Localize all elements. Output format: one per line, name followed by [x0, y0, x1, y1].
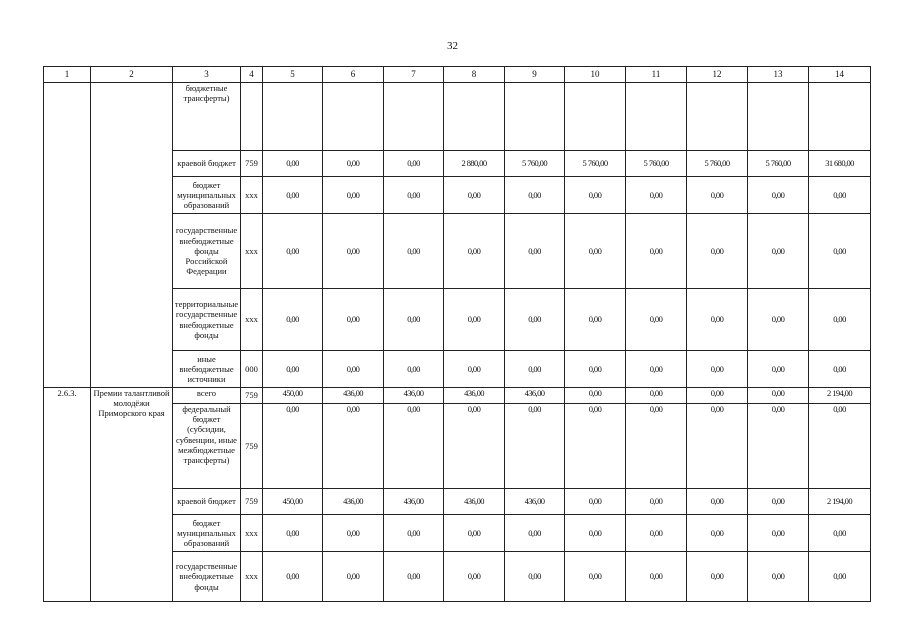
value-cell [444, 83, 505, 151]
value-cell [565, 83, 626, 151]
column-header: 6 [323, 67, 384, 83]
column-header: 3 [173, 67, 241, 83]
value-cell: 0,00 [809, 351, 871, 388]
page-number: 32 [447, 40, 458, 52]
value-cell: 0,00 [687, 552, 748, 602]
column-header: 1 [44, 67, 91, 83]
value-cell: 0,00 [626, 177, 687, 214]
source-cell: иные внебюджетные источники [173, 351, 241, 388]
source-cell: территориальные государственные внебюджетные фонды [173, 289, 241, 351]
value-cell [323, 83, 384, 151]
value-cell: 0,00 [384, 177, 444, 214]
index-cell: 2.6.3. [44, 388, 91, 602]
source-cell: краевой бюджет [173, 151, 241, 177]
column-header: 8 [444, 67, 505, 83]
value-cell: 0,00 [626, 388, 687, 404]
value-cell: 0,00 [626, 404, 687, 489]
value-cell: 0,00 [565, 515, 626, 552]
value-cell: 0,00 [263, 515, 323, 552]
value-cell: 0,00 [444, 177, 505, 214]
value-cell: 0,00 [505, 351, 565, 388]
value-cell: 0,00 [687, 214, 748, 289]
code-cell: ххх [241, 177, 263, 214]
value-cell: 0,00 [505, 177, 565, 214]
value-cell: 0,00 [263, 151, 323, 177]
header-row [44, 67, 871, 83]
column-header: 11 [626, 67, 687, 83]
value-cell [748, 83, 809, 151]
value-cell: 0,00 [444, 351, 505, 388]
value-cell: 450,00 [263, 388, 323, 404]
budget-table [43, 66, 871, 602]
value-cell: 5 760,00 [505, 151, 565, 177]
table-row [44, 388, 871, 404]
source-cell: краевой бюджет [173, 489, 241, 515]
source-cell: государственные внебюджетные фонды [173, 552, 241, 602]
value-cell: 0,00 [748, 177, 809, 214]
code-cell: ххх [241, 552, 263, 602]
value-cell: 0,00 [748, 289, 809, 351]
value-cell: 436,00 [505, 388, 565, 404]
value-cell: 0,00 [687, 388, 748, 404]
source-cell: государственные внебюджетные фонды Российской Федерации [173, 214, 241, 289]
value-cell: 436,00 [384, 489, 444, 515]
value-cell: 0,00 [263, 177, 323, 214]
value-cell: 0,00 [384, 289, 444, 351]
value-cell: 0,00 [626, 552, 687, 602]
value-cell: 436,00 [444, 388, 505, 404]
value-cell: 0,00 [505, 289, 565, 351]
value-cell: 0,00 [565, 552, 626, 602]
value-cell [687, 83, 748, 151]
value-cell: 0,00 [748, 214, 809, 289]
column-header: 13 [748, 67, 809, 83]
value-cell: 0,00 [323, 515, 384, 552]
value-cell: 0,00 [687, 489, 748, 515]
value-cell: 0,00 [748, 351, 809, 388]
code-cell: 759 [241, 388, 263, 404]
value-cell: 0,00 [444, 515, 505, 552]
value-cell: 5 760,00 [687, 151, 748, 177]
column-header: 14 [809, 67, 871, 83]
code-cell: 759 [241, 489, 263, 515]
value-cell: 0,00 [809, 552, 871, 602]
value-cell: 0,00 [384, 214, 444, 289]
value-cell: 0,00 [687, 177, 748, 214]
value-cell: 0,00 [263, 289, 323, 351]
index-cell [44, 83, 91, 388]
value-cell: 0,00 [384, 151, 444, 177]
value-cell: 0,00 [505, 515, 565, 552]
value-cell: 0,00 [384, 404, 444, 489]
value-cell: 0,00 [384, 552, 444, 602]
code-cell: 759 [241, 151, 263, 177]
value-cell: 5 760,00 [626, 151, 687, 177]
value-cell [626, 83, 687, 151]
name-cell: Премии талантливой молодёжи Приморского края [91, 388, 173, 602]
value-cell: 0,00 [626, 289, 687, 351]
value-cell [263, 83, 323, 151]
value-cell: 0,00 [444, 214, 505, 289]
source-cell: федеральный бюджет (субсидии, субвенции, иные межбюджетные трансферты) [173, 404, 241, 489]
value-cell: 0,00 [323, 214, 384, 289]
value-cell: 0,00 [687, 351, 748, 388]
value-cell: 2 194,00 [809, 489, 871, 515]
source-cell: всего [173, 388, 241, 404]
value-cell: 436,00 [323, 489, 384, 515]
column-header: 2 [91, 67, 173, 83]
value-cell: 5 760,00 [748, 151, 809, 177]
code-cell: ххх [241, 289, 263, 351]
value-cell: 0,00 [444, 552, 505, 602]
value-cell: 0,00 [263, 552, 323, 602]
source-cell: бюджетные трансферты) [173, 83, 241, 151]
value-cell: 0,00 [565, 388, 626, 404]
value-cell: 0,00 [748, 388, 809, 404]
value-cell: 0,00 [323, 404, 384, 489]
value-cell: 0,00 [505, 552, 565, 602]
code-cell: 759 [241, 404, 263, 489]
value-cell: 0,00 [323, 351, 384, 388]
value-cell: 2 194,00 [809, 388, 871, 404]
value-cell: 0,00 [687, 515, 748, 552]
column-header: 4 [241, 67, 263, 83]
value-cell [809, 83, 871, 151]
code-cell: ххх [241, 515, 263, 552]
value-cell: 0,00 [565, 214, 626, 289]
value-cell: 0,00 [626, 515, 687, 552]
value-cell: 0,00 [384, 515, 444, 552]
value-cell: 0,00 [505, 404, 565, 489]
value-cell: 436,00 [444, 489, 505, 515]
value-cell: 0,00 [687, 289, 748, 351]
value-cell: 0,00 [748, 404, 809, 489]
value-cell: 31 680,00 [809, 151, 871, 177]
value-cell: 0,00 [565, 177, 626, 214]
value-cell: 436,00 [505, 489, 565, 515]
source-cell: бюджет муниципальных образований [173, 177, 241, 214]
value-cell: 0,00 [505, 214, 565, 289]
value-cell: 0,00 [263, 214, 323, 289]
value-cell: 0,00 [565, 351, 626, 388]
value-cell: 0,00 [626, 351, 687, 388]
value-cell: 0,00 [444, 404, 505, 489]
code-cell [241, 83, 263, 151]
source-cell: бюджет муниципальных образований [173, 515, 241, 552]
code-cell: 000 [241, 351, 263, 388]
column-header: 7 [384, 67, 444, 83]
value-cell: 0,00 [384, 351, 444, 388]
value-cell: 0,00 [263, 351, 323, 388]
value-cell: 0,00 [323, 151, 384, 177]
value-cell: 2 880,00 [444, 151, 505, 177]
name-cell [91, 83, 173, 388]
value-cell: 0,00 [687, 404, 748, 489]
value-cell: 0,00 [748, 515, 809, 552]
value-cell: 0,00 [263, 404, 323, 489]
column-header: 5 [263, 67, 323, 83]
value-cell: 0,00 [809, 515, 871, 552]
value-cell [384, 83, 444, 151]
value-cell: 0,00 [809, 404, 871, 489]
table-row [44, 83, 871, 151]
value-cell: 0,00 [626, 489, 687, 515]
value-cell: 0,00 [323, 177, 384, 214]
value-cell: 5 760,00 [565, 151, 626, 177]
value-cell: 0,00 [626, 214, 687, 289]
value-cell [505, 83, 565, 151]
value-cell: 0,00 [748, 489, 809, 515]
value-cell: 0,00 [565, 404, 626, 489]
column-header: 10 [565, 67, 626, 83]
value-cell: 0,00 [565, 489, 626, 515]
value-cell: 0,00 [444, 289, 505, 351]
value-cell: 436,00 [384, 388, 444, 404]
value-cell: 0,00 [323, 289, 384, 351]
value-cell: 0,00 [809, 289, 871, 351]
value-cell: 0,00 [809, 177, 871, 214]
value-cell: 436,00 [323, 388, 384, 404]
value-cell: 450,00 [263, 489, 323, 515]
value-cell: 0,00 [323, 552, 384, 602]
column-header: 12 [687, 67, 748, 83]
column-header: 9 [505, 67, 565, 83]
value-cell: 0,00 [809, 214, 871, 289]
value-cell: 0,00 [565, 289, 626, 351]
value-cell: 0,00 [748, 552, 809, 602]
code-cell: ххх [241, 214, 263, 289]
